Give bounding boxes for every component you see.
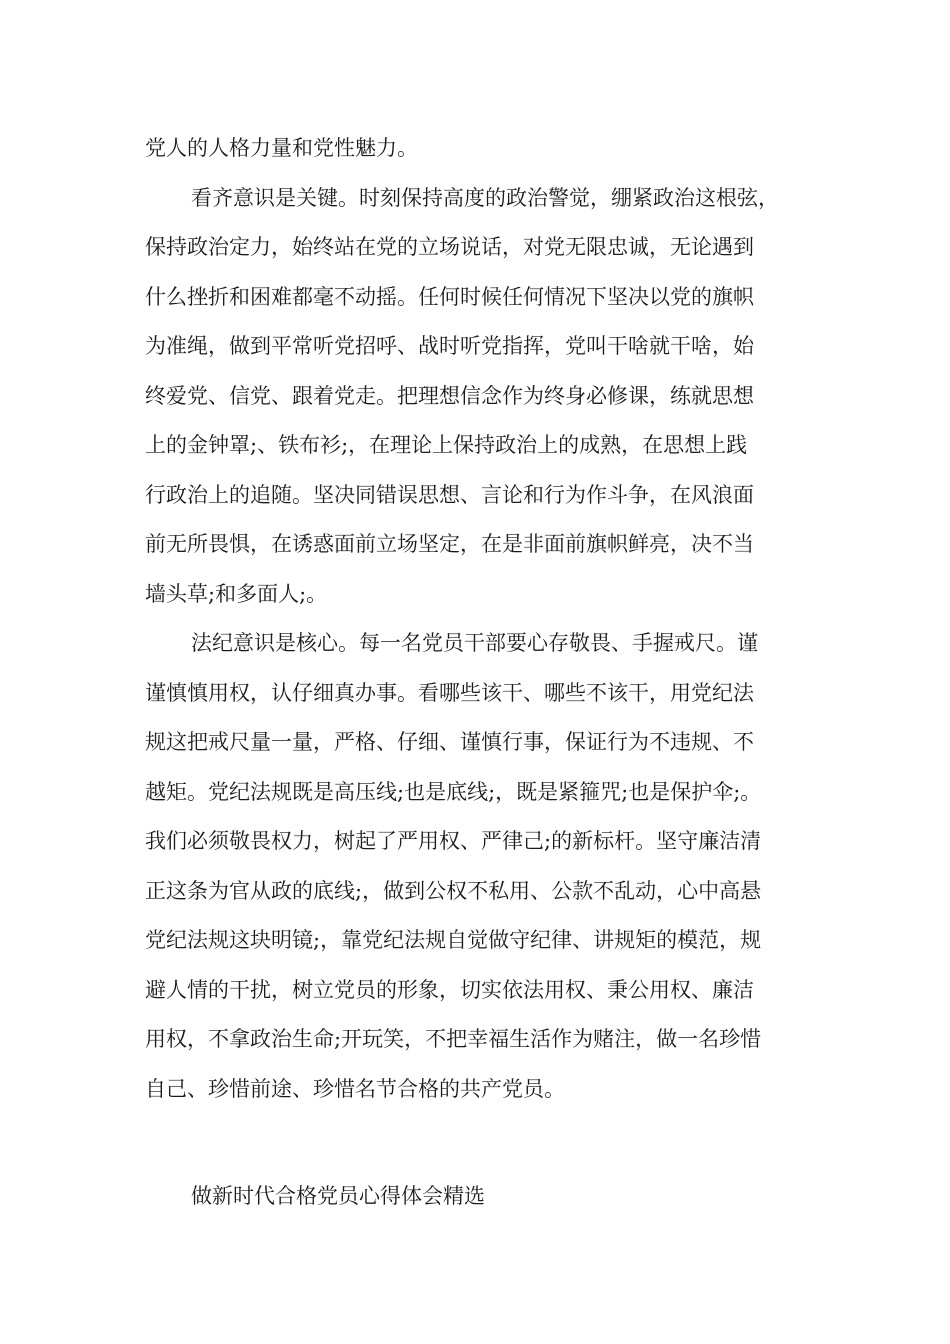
text-line: 避人情的干扰，树立党员的形象，切实依法用权、秉公用权、廉洁 xyxy=(145,977,754,1002)
text-line: 谨慎慎用权，认仔细真办事。看哪些该干、哪些不该干，用党纪法 xyxy=(145,680,754,705)
text-line: 越矩。党纪法规既是高压线;也是底线;，既是紧箍咒;也是保护伞;。 xyxy=(145,779,762,804)
text-line: 前无所畏惧，在诱惑面前立场坚定，在是非面前旗帜鲜亮，决不当 xyxy=(145,532,754,556)
document-body xyxy=(145,124,817,1114)
text-line: 党纪法规这块明镜;，靠党纪法规自觉做守纪律、讲规矩的模范，规 xyxy=(145,928,762,952)
text-line: 上的金钟罩;、铁布衫;，在理论上保持政治上的成熟，在思想上践 xyxy=(145,433,748,457)
text-line: 用权，不拿政治生命;开玩笑，不把幸福生活作为赌注，做一名珍惜 xyxy=(145,1027,762,1051)
text-line: 看齐意识是关键。时刻保持高度的政治警觉，绷紧政治这根弦， xyxy=(191,185,779,210)
text-line: 规这把戒尺量一量，严格、仔细、谨慎行事，保证行为不违规、不 xyxy=(145,730,754,754)
section-heading: 做新时代合格党员心得体会精选 xyxy=(191,1184,485,1208)
text-line: 法纪意识是核心。每一名党员干部要心存敬畏、手握戒尺。谨 xyxy=(191,631,758,655)
text-line: 什么挫折和困难都毫不动摇。任何时候任何情况下坚决以党的旗帜 xyxy=(145,284,754,309)
text-line: 行政治上的追随。坚决同错误思想、言论和行为作斗争，在风浪面 xyxy=(145,482,754,507)
text-line: 自己、珍惜前途、珍惜名节合格的共产党员。 xyxy=(145,1076,565,1101)
text-line: 正这条为官从政的底线;，做到公权不私用、公款不乱动，心中高悬 xyxy=(145,878,762,903)
text-line: 我们必须敬畏权力，树起了严用权、严律己;的新标杆。坚守廉洁清 xyxy=(145,829,762,853)
text-line: 保持政治定力，始终站在党的立场说话，对党无限忠诚，无论遇到 xyxy=(145,235,754,259)
text-line: 党人的人格力量和党性魅力。 xyxy=(145,136,418,160)
text-line: 为准绳，做到平常听党招呼、战时听党指挥，党叫干啥就干啥，始 xyxy=(145,334,754,358)
text-line: 墙头草;和多面人;。 xyxy=(145,581,328,606)
text-line: 终爱党、信党、跟着党走。把理想信念作为终身必修课，练就思想 xyxy=(145,383,754,408)
